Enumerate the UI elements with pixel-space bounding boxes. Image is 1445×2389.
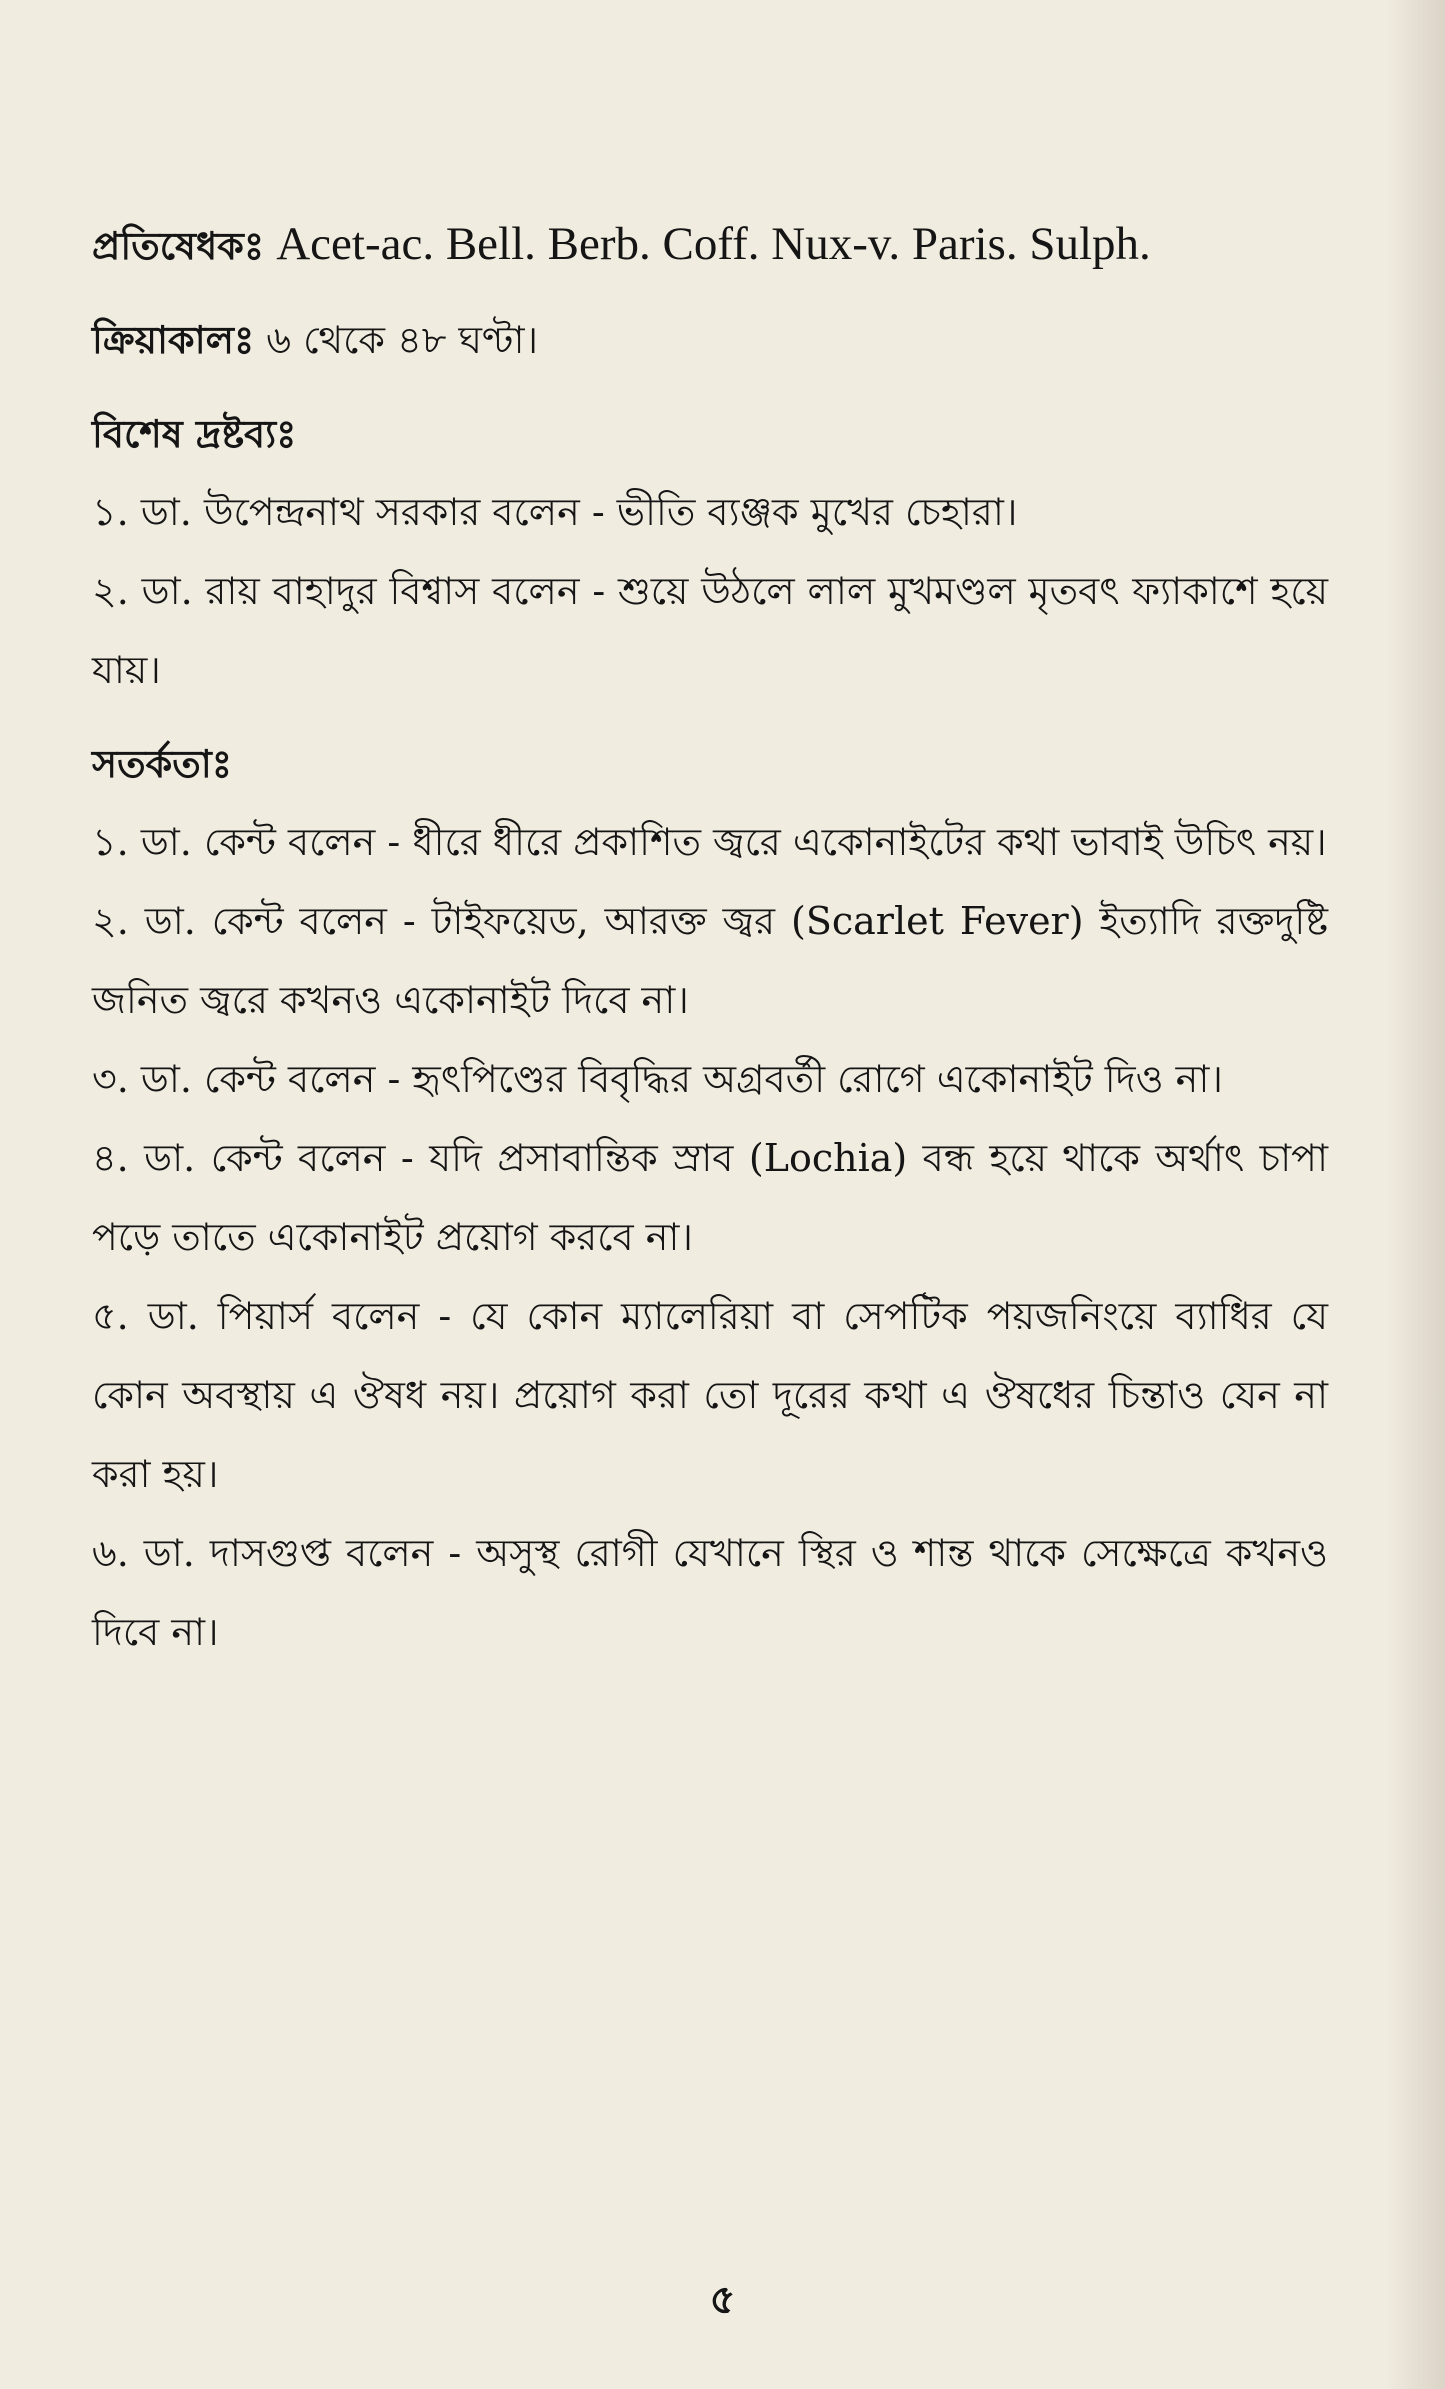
caution-item: ৪. ডা. কেন্ট বলেন - যদি প্রসাবান্তিক স্রাব (Lochia) বন্ধ হয়ে থাকে অর্থাৎ চাপা পড়ে তাতে একোনাইট প্রয়োগ করবে না। [92,1136,1328,1259]
page-edge-shadow [1385,0,1445,2389]
page-number: ৫ [709,2276,736,2323]
duration-label: ক্রিয়াকালঃ [92,317,255,362]
caution-item: ২. ডা. কেন্ট বলেন - টাইফয়েড, আরক্ত জ্বর (Scarlet Fever) ইত্যাদি রক্তদুষ্টি জনিত জ্বরে কখনও একোনাইট দিবে না। [92,899,1328,1022]
special-note-item: ২. ডা. রায় বাহাদুর বিশ্বাস বলেন - শুয়ে উঠলে লাল মুখমণ্ডল মৃতবৎ ফ্যাকাশে হয়ে যায়। [92,569,1328,692]
special-notes-heading: বিশেষ দ্রষ্টব্যঃ [92,411,297,456]
antidote-label: প্রতিষেধকঃ [92,223,265,268]
duration-paragraph [92,300,1328,380]
cautions-heading: সতর্কতাঃ [92,741,232,786]
caution-item: ৬. ডা. দাসগুপ্ত বলেন - অসুস্থ রোগী যেখানে স্থির ও শান্ত থাকে সেক্ষেত্রে কখনও দিবে না। [92,1531,1328,1654]
antidote-paragraph [92,205,1328,286]
special-note-item: ১. ডা. উপেন্দ্রনাথ সরকার বলেন - ভীতি ব্যঞ্জক মুখের চেহারা। [92,490,1018,534]
caution-item: ৫. ডা. পিয়ার্স বলেন - যে কোন ম্যালেরিয়া বা সেপটিক পয়জনিংয়ে ব্যাধির যে কোন অবস্থায় এ ঔষধ নয়। প্রয়োগ করা তো দূরের কথা এ ঔষধের চিন্তাও যেন না করা হয়। [92,1294,1328,1496]
duration-text: ৬ থেকে ৪৮ ঘণ্টা। [266,318,539,362]
antidote-remedies: Acet-ac. Bell. Berb. Coff. Nux-v. Paris. Sulph. [276,218,1151,270]
page-body [92,205,1328,1672]
caution-item: ৩. ডা. কেন্ট বলেন - হৃৎপিণ্ডের বিবৃদ্ধির অগ্রবর্তী রোগে একোনাইট দিও না। [92,1057,1223,1101]
caution-item: ১. ডা. কেন্ট বলেন - ধীরে ধীরে প্রকাশিত জ্বরে একোনাইটের কথা ভাবাই উচিৎ নয়। [92,820,1327,864]
